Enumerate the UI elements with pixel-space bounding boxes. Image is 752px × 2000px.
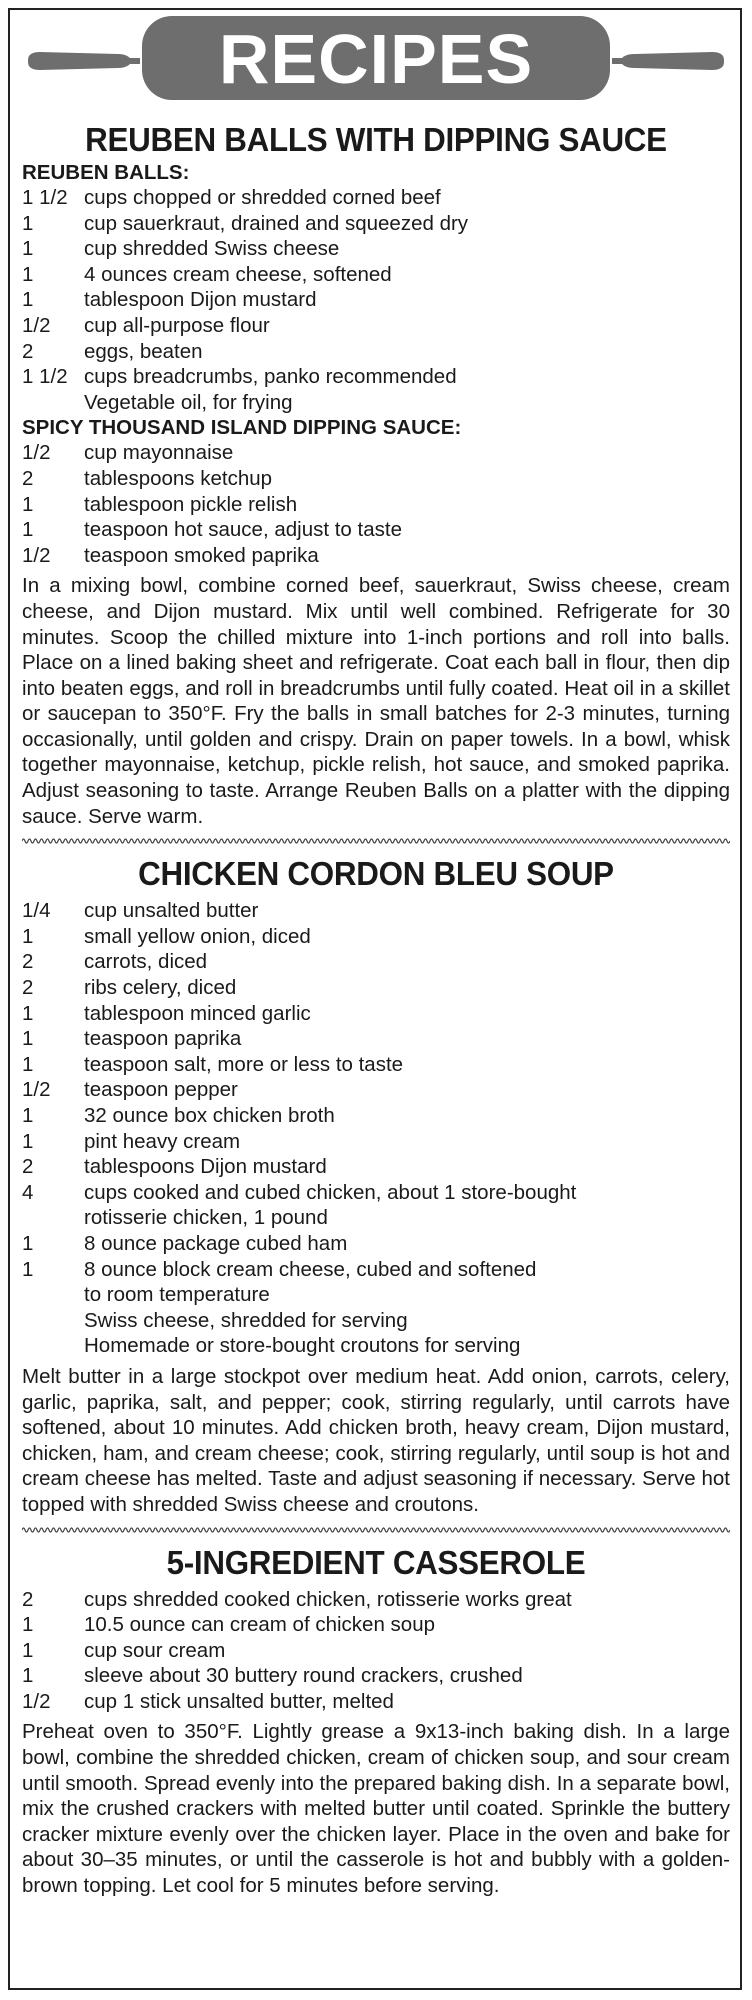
ingredient-text: Homemade or store-bought croutons for serving bbox=[84, 1334, 521, 1358]
ingredient-row bbox=[22, 440, 730, 466]
ingredient-row bbox=[22, 1077, 730, 1103]
ingredient-text: small yellow onion, diced bbox=[84, 924, 311, 948]
ingredient-qty: 1 bbox=[22, 1638, 34, 1662]
ingredient-text: cup unsalted butter bbox=[84, 899, 259, 923]
ingredient-text: teaspoon smoked paprika bbox=[84, 543, 319, 567]
ingredient-qty: 2 bbox=[22, 1155, 34, 1179]
recipe-title: CHICKEN CORDON BLEU SOUP bbox=[138, 855, 614, 893]
ingredient-row bbox=[22, 364, 730, 390]
recipe-title: 5-INGREDIENT CASSEROLE bbox=[166, 1543, 586, 1581]
ingredient-text: 8 ounce package cubed ham bbox=[84, 1231, 348, 1255]
ingredient-text: sleeve about 30 buttery round crackers, crushed bbox=[84, 1664, 523, 1688]
ingredient-row bbox=[22, 262, 730, 288]
ingredient-text: tablespoon Dijon mustard bbox=[84, 288, 317, 312]
recipe-instructions: In a mixing bowl, combine corned beef, sauerkraut, Swiss cheese, cream cheese, and Dijon mustard. Mix until well combined. Refrigerate for 30 minutes. Scoop the chilled mixture into 1-inch portions and roll into balls. Place on a lined baking sheet and refrigerate. Coat each ball in flour, then dip into beaten eggs, and roll in breadcrumbs until fully coated. Heat oil in a skillet or saucepan to 350°F. Fry the balls in small batches for 2-3 minutes, turning occasionally, until golden and crispy. Drain on paper towels. In a bowl, whisk together mayonnaise, ketchup, pickle relish, hot sauce, and smoked paprika. Adjust seasoning to taste. Arrange Reuben Balls on a platter with the dipping sauce. Serve warm. bbox=[22, 574, 730, 828]
ingredient-list bbox=[22, 185, 730, 415]
ingredient-text: Vegetable oil, for frying bbox=[84, 390, 293, 414]
ingredient-qty: 4 bbox=[22, 1180, 34, 1204]
ingredient-qty: 2 bbox=[22, 1587, 34, 1611]
ingredient-qty: 1 bbox=[22, 518, 34, 542]
ingredient-text: cups shredded cooked chicken, rotisserie works great bbox=[84, 1587, 572, 1611]
ingredient-qty: 1 bbox=[22, 1052, 34, 1076]
ingredient-qty: 1 bbox=[22, 1129, 34, 1153]
ingredient-row bbox=[22, 898, 730, 924]
ingredient-qty: 1 bbox=[22, 1257, 34, 1281]
ingredient-qty bbox=[22, 390, 84, 416]
ingredient-qty bbox=[22, 1308, 84, 1334]
recipe-instructions: Preheat oven to 350°F. Lightly grease a 9x13-inch baking dish. In a large bowl, combine the shredded chicken, cream of chicken soup, and sour cream until smooth. Spread evenly into the prepared baking dish. In a separate bowl, mix the crushed crackers with melted butter until coated. Sprinkle the buttery cracker mixture evenly over the chicken layer. Place in the oven and bake for about 30–35 minutes, or until the casserole is hot and bubbly with a golden-brown topping. Let cool for 5 minutes before serving. bbox=[22, 1720, 730, 1898]
ingredient-row bbox=[22, 543, 730, 569]
ingredient-text: cup mayonnaise bbox=[84, 441, 234, 465]
ingredient-qty: 1 1/2 bbox=[22, 365, 68, 389]
recipes-column bbox=[22, 120, 730, 1899]
ingredient-qty: 1/4 bbox=[22, 899, 51, 923]
ingredient-text: tablespoons Dijon mustard bbox=[84, 1155, 327, 1179]
wavy-divider bbox=[22, 1525, 730, 1535]
ingredient-row bbox=[22, 1663, 730, 1689]
ingredient-text: tablespoons ketchup bbox=[84, 466, 273, 490]
ingredient-qty: 1 bbox=[22, 1664, 34, 1688]
section-label: SPICY THOUSAND ISLAND DIPPING SAUCE: bbox=[22, 416, 462, 440]
ingredient-qty: 1/2 bbox=[22, 1689, 51, 1713]
ingredient-row bbox=[22, 466, 730, 492]
ingredient-row bbox=[22, 1612, 730, 1638]
ingredient-row bbox=[22, 1052, 730, 1078]
ingredient-qty: 1 bbox=[22, 262, 34, 286]
ingredient-text: cup shredded Swiss cheese bbox=[84, 237, 340, 261]
banner-title: RECIPES bbox=[218, 20, 534, 98]
ingredient-text: tablespoon pickle relish bbox=[84, 492, 298, 516]
ingredient-qty: 1 bbox=[22, 1001, 34, 1025]
ingredient-qty: 1 1/2 bbox=[22, 186, 68, 209]
recipe-reuben-balls bbox=[22, 120, 730, 829]
ingredient-row bbox=[22, 287, 730, 313]
ingredient-qty: 1 bbox=[22, 1027, 34, 1051]
ingredient-row bbox=[22, 211, 730, 237]
ingredient-row bbox=[22, 924, 730, 950]
ingredient-qty: 2 bbox=[22, 466, 34, 490]
ingredient-text: cup 1 stick unsalted butter, melted bbox=[84, 1689, 394, 1713]
ingredient-qty: 1 bbox=[22, 492, 34, 516]
recipe-chicken-cordon-bleu-soup bbox=[22, 854, 730, 1517]
ingredient-list bbox=[22, 440, 730, 568]
ingredient-qty: 1 bbox=[22, 237, 34, 261]
ingredient-row bbox=[22, 1129, 730, 1155]
wavy-divider bbox=[22, 836, 730, 846]
ingredient-text: teaspoon salt, more or less to taste bbox=[84, 1052, 404, 1076]
ingredient-qty: 2 bbox=[22, 950, 34, 974]
ingredient-row bbox=[22, 313, 730, 339]
ingredient-row bbox=[22, 1231, 730, 1257]
recipe-5-ingredient-casserole bbox=[22, 1543, 730, 1899]
ingredient-row bbox=[22, 1103, 730, 1129]
ingredient-row bbox=[22, 1001, 730, 1027]
ingredient-text: tablespoon minced garlic bbox=[84, 1001, 311, 1025]
ingredient-row bbox=[22, 339, 730, 365]
ingredient-row bbox=[22, 390, 730, 416]
rolling-pin-icon bbox=[0, 14, 752, 104]
ingredient-qty: 1/2 bbox=[22, 313, 51, 337]
ingredient-text: pint heavy cream bbox=[84, 1129, 241, 1153]
ingredient-qty: 1 bbox=[22, 288, 34, 312]
ingredient-qty: 1/2 bbox=[22, 543, 51, 567]
ingredient-row bbox=[22, 1689, 730, 1715]
ingredient-qty: 1 bbox=[22, 924, 34, 948]
ingredient-text: Swiss cheese, shredded for serving bbox=[84, 1308, 408, 1332]
ingredient-list bbox=[22, 898, 730, 1359]
ingredient-row bbox=[22, 236, 730, 262]
ingredient-text: teaspoon paprika bbox=[84, 1027, 242, 1051]
ingredient-row bbox=[22, 185, 730, 211]
ingredient-list bbox=[22, 1587, 730, 1715]
ingredient-qty: 1 bbox=[22, 1231, 34, 1255]
ingredient-text: cups chopped or shredded corned beef bbox=[84, 186, 441, 209]
ingredient-text: ribs celery, diced bbox=[84, 976, 237, 1000]
ingredient-text: teaspoon hot sauce, adjust to taste bbox=[84, 518, 402, 542]
ingredient-qty: 2 bbox=[22, 339, 34, 363]
ingredient-row bbox=[22, 1308, 730, 1334]
ingredient-text: 8 ounce block cream cheese, cubed and softened to room temperature bbox=[84, 1257, 537, 1307]
ingredient-row bbox=[22, 1587, 730, 1613]
ingredient-row bbox=[22, 517, 730, 543]
ingredient-qty: 2 bbox=[22, 976, 34, 1000]
rolling-pin-banner bbox=[0, 14, 752, 104]
ingredient-row bbox=[22, 1154, 730, 1180]
recipe-title: REUBEN BALLS WITH DIPPING SAUCE bbox=[85, 121, 667, 158]
ingredient-text: cups cooked and cubed chicken, about 1 store-bought rotisserie chicken, 1 pound bbox=[84, 1180, 577, 1230]
ingredient-row bbox=[22, 1180, 730, 1231]
ingredient-text: teaspoon pepper bbox=[84, 1078, 238, 1102]
ingredient-text: eggs, beaten bbox=[84, 339, 203, 363]
ingredient-qty: 1 bbox=[22, 1613, 34, 1637]
ingredient-row bbox=[22, 1257, 730, 1308]
ingredient-row bbox=[22, 1333, 730, 1359]
ingredient-text: cups breadcrumbs, panko recommended bbox=[84, 365, 457, 389]
ingredient-text: carrots, diced bbox=[84, 950, 208, 974]
ingredient-row bbox=[22, 949, 730, 975]
ingredient-row bbox=[22, 1026, 730, 1052]
ingredient-qty: 1/2 bbox=[22, 441, 51, 465]
ingredient-text: 4 ounces cream cheese, softened bbox=[84, 262, 392, 286]
ingredient-text: cup sauerkraut, drained and squeezed dry bbox=[84, 211, 469, 235]
ingredient-row bbox=[22, 492, 730, 518]
ingredient-text: 10.5 ounce can cream of chicken soup bbox=[84, 1613, 435, 1637]
ingredient-text: cup sour cream bbox=[84, 1638, 226, 1662]
ingredient-qty bbox=[22, 1333, 84, 1359]
ingredient-row bbox=[22, 975, 730, 1001]
ingredient-qty: 1 bbox=[22, 1104, 34, 1127]
ingredient-qty: 1/2 bbox=[22, 1078, 51, 1102]
ingredient-qty: 1 bbox=[22, 211, 34, 235]
recipe-instructions: Melt butter in a large stockpot over medium heat. Add onion, carrots, celery, garlic, paprika, salt, and pepper; cook, stirring regularly, until carrots have softened, about 10 minutes. Add chicken broth, heavy cream, Dijon mustard, chicken, ham, and cream cheese; cook, stirring regularly, until soup is hot and cream cheese has melted. Taste and adjust seasoning if necessary. Serve hot topped with shredded Swiss cheese and croutons. bbox=[22, 1364, 730, 1516]
ingredient-text: cup all-purpose flour bbox=[84, 313, 270, 337]
ingredient-text: 32 ounce box chicken broth bbox=[84, 1104, 335, 1127]
ingredient-row bbox=[22, 1638, 730, 1664]
section-label: REUBEN BALLS: bbox=[22, 161, 190, 184]
